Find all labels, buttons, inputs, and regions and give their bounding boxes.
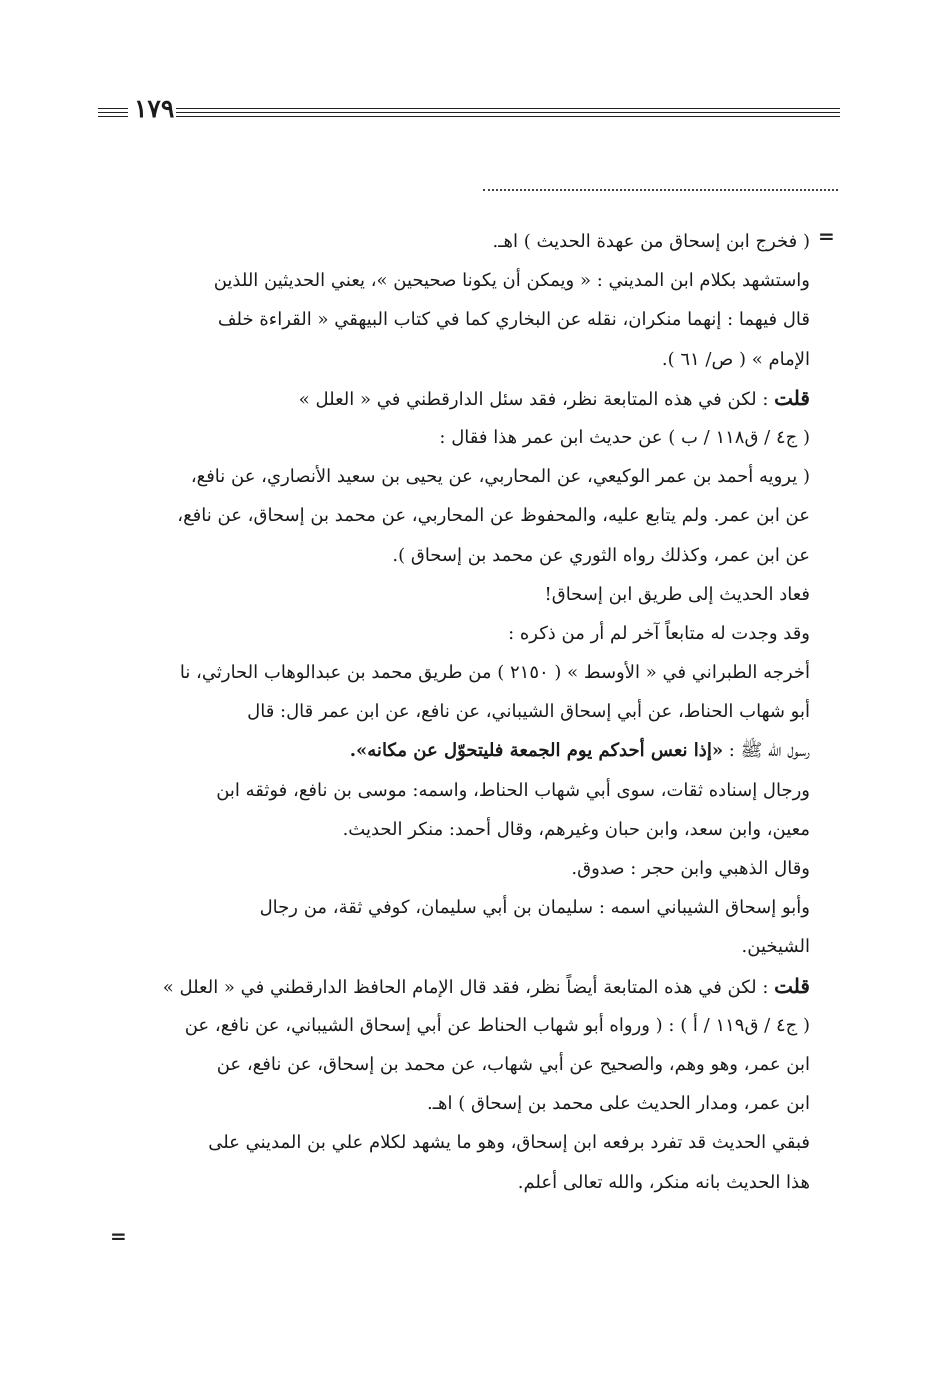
text-line: ابن عمر، ومدار الحديث على محمد بن إسحاق ) اهـ. [426, 1093, 810, 1115]
text-segment: رسول الله ﷺ : [723, 740, 810, 762]
continuation-mark-bottom: = [110, 1224, 127, 1248]
body-text [104, 222, 810, 1202]
text-segment: : لكن في هذه المتابعة أيضاً نظر، فقد قال الإمام الحافظ الدارقطني في « العلل » [162, 976, 769, 998]
text-line: فعاد الحديث إلى طريق ابن إسحاق! [544, 583, 810, 605]
page-number: ١٧٩ [134, 94, 175, 123]
text-line [104, 967, 810, 1006]
text-line: الإمام » ( ص/ ٦١ ). [661, 348, 810, 370]
text-line: فبقي الحديث قد تفرد برفعه ابن إسحاق، وهو ما يشهد لكلام علي بن المديني على [208, 1132, 810, 1154]
text-line: واستشهد بكلام ابن المديني : « ويمكن أن يكونا صحيحين »، يعني الحديثين اللذين [213, 270, 810, 292]
text-line [104, 379, 810, 418]
text-line: قال فيهما : إنهما منكران، نقله عن البخاري كما في كتاب البيهقي « القراءة خلف [217, 309, 810, 331]
text-line: معين، وابن سعد، وابن حبان وغيرهم، وقال أحمد: منكر الحديث. [342, 818, 810, 840]
text-line: ( يرويه أحمد بن عمر الوكيعي، عن المحاربي، عن يحيى بن سعيد الأنصاري، عن نافع، [190, 466, 810, 488]
text-segment: : لكن في هذه المتابعة نظر، فقد سئل الدارقطني في « العلل » [298, 388, 769, 410]
header-rule-left-2 [98, 112, 128, 113]
hadith-quote: «إذا نعس أحدكم يوم الجمعة فليتحوّل عن مكانه». [349, 740, 724, 762]
continuation-mark-top: = [818, 224, 835, 248]
header-rule-right-1 [176, 108, 840, 109]
text-line: وأبو إسحاق الشيباني اسمه : سليمان بن أبي سليمان، كوفي ثقة، من رجال [259, 897, 810, 919]
text-line: هذا الحديث بانه منكر، والله تعالى أعلم. [517, 1171, 810, 1193]
header-rule-left-3 [98, 116, 128, 117]
text-line: الشيخين. [741, 936, 810, 958]
footnote-separator [483, 189, 838, 191]
header-rule-right-2 [176, 112, 840, 113]
header-rule-left-1 [98, 108, 128, 109]
text-line: عن ابن عمر. ولم يتابع عليه، والمحفوظ عن المحاربي، عن محمد بن إسحاق، عن نافع، [177, 505, 810, 527]
text-line: وقد وجدت له متابعاً آخر لم أر من ذكره : [508, 622, 810, 644]
text-line: ( ج٤ / ق١١٩ / أ ) : ( ورواه أبو شهاب الحناط عن أبي إسحاق الشيباني، عن نافع، عن [184, 1014, 810, 1036]
header-rule-right-3 [176, 116, 840, 117]
text-line: ابن عمر، وهو وهم، والصحيح عن أبي شهاب، عن محمد بن إسحاق، عن نافع، عن [216, 1053, 810, 1075]
text-line: ورجال إسناده ثقات، سوى أبي شهاب الحناط، واسمه: موسى بن نافع، فوثقه ابن [216, 779, 810, 801]
text-line: أخرجه الطبراني في « الأوسط » ( ٢١٥٠ ) من طريق محمد بن عبدالوهاب الحارثي، نا [179, 662, 810, 684]
lead-word: قلت [774, 385, 810, 410]
text-line: أبو شهاب الحناط، عن أبي إسحاق الشيباني، عن نافع، عن ابن عمر قال: قال [247, 701, 810, 723]
text-line: ( ج٤ / ق١١٨ / ب ) عن حديث ابن عمر هذا فقال : [439, 426, 810, 448]
running-header [98, 94, 840, 126]
text-line [104, 731, 810, 770]
lead-word: قلت [774, 973, 810, 998]
text-line: ( فخرج ابن إسحاق من عهدة الحديث ) اهـ. [492, 231, 810, 252]
text-line: عن ابن عمر، وكذلك رواه الثوري عن محمد بن إسحاق ). [392, 544, 810, 566]
text-line: وقال الذهبي وابن حجر : صدوق. [571, 858, 810, 879]
